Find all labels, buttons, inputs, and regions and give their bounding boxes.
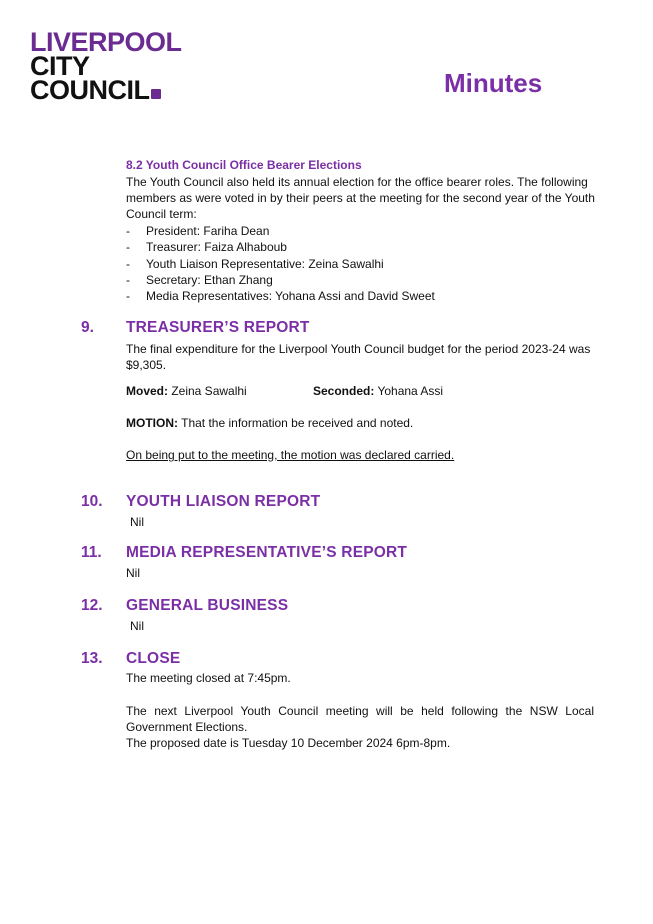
bullet-text: Treasurer: Faiza Alhaboub <box>146 240 287 255</box>
proposed-date: The proposed date is Tuesday 10 December 2024 6pm-8pm. <box>126 736 451 750</box>
section-11-title: MEDIA REPRESENTATIVE’S REPORT <box>126 544 408 561</box>
list-item <box>126 239 435 255</box>
section-12-number: 12. <box>81 597 103 614</box>
dash-marker: - <box>126 289 130 304</box>
dash-marker: - <box>126 224 130 238</box>
logo-line-3: COUNCIL <box>30 75 150 105</box>
dash-marker: - <box>126 240 130 255</box>
bullet-text: Secretary: Ethan Zhang <box>146 272 273 287</box>
bullet-text: President: Fariha Dean <box>146 224 270 238</box>
seconded-line <box>313 383 443 399</box>
next-meeting: The next Liverpool Youth Council meeting will be held following the NSW Local Government Elections. <box>126 704 594 734</box>
office-bearer-list <box>126 223 435 304</box>
moved-line <box>126 383 247 399</box>
section-9-number: 9. <box>81 319 94 336</box>
logo-line-1: LIVERPOOL <box>30 27 182 57</box>
seconded-value: Yohana Assi <box>374 384 444 398</box>
bullet-text: Media Representatives: Yohana Assi and David Sweet <box>146 289 435 304</box>
logo-line-2: CITY <box>30 51 90 81</box>
meeting-closed: The meeting closed at 7:45pm. <box>126 671 291 685</box>
section-12-title: GENERAL BUSINESS <box>126 597 289 614</box>
motion-carried: On being put to the meeting, the motion was declared carried. <box>126 448 455 462</box>
motion-line <box>126 415 413 431</box>
moved-label: Moved: <box>126 384 168 398</box>
section-12-body: Nil <box>130 619 144 633</box>
seconded-label: Seconded: <box>313 384 375 398</box>
section-10-body: Nil <box>130 515 144 529</box>
section-10-number: 10. <box>81 493 103 510</box>
item-8-2-paragraph: The Youth Council also held its annual election for the office bearer roles. The following members as were voted in by their peers at the meeting for the second year of the Youth Council term: <box>126 175 595 221</box>
bullet-text: Youth Liaison Representative: Zeina Sawalhi <box>146 256 384 271</box>
list-item <box>126 256 435 272</box>
section-13-number: 13. <box>81 650 103 667</box>
logo-square-icon <box>151 89 161 99</box>
treasurer-report-paragraph: The final expenditure for the Liverpool Youth Council budget for the period 2023-24 was $9,305. <box>126 342 591 372</box>
section-11-body: Nil <box>126 566 140 580</box>
item-8-2-heading: 8.2 Youth Council Office Bearer Elections <box>126 158 362 172</box>
section-13-title: CLOSE <box>126 650 181 667</box>
dash-marker: - <box>126 272 130 287</box>
dash-marker: - <box>126 256 130 271</box>
motion-value: That the information be received and noted. <box>178 416 414 430</box>
section-9-title: TREASURER’S REPORT <box>126 319 310 336</box>
document-title: Minutes <box>444 68 543 98</box>
list-item <box>126 272 435 288</box>
council-logo <box>30 27 182 105</box>
section-11-number: 11. <box>81 544 102 561</box>
section-10-title: YOUTH LIAISON REPORT <box>126 493 321 510</box>
motion-label: MOTION: <box>126 416 178 430</box>
list-item <box>126 288 435 304</box>
moved-value: Zeina Sawalhi <box>168 384 247 398</box>
list-item <box>126 223 435 239</box>
